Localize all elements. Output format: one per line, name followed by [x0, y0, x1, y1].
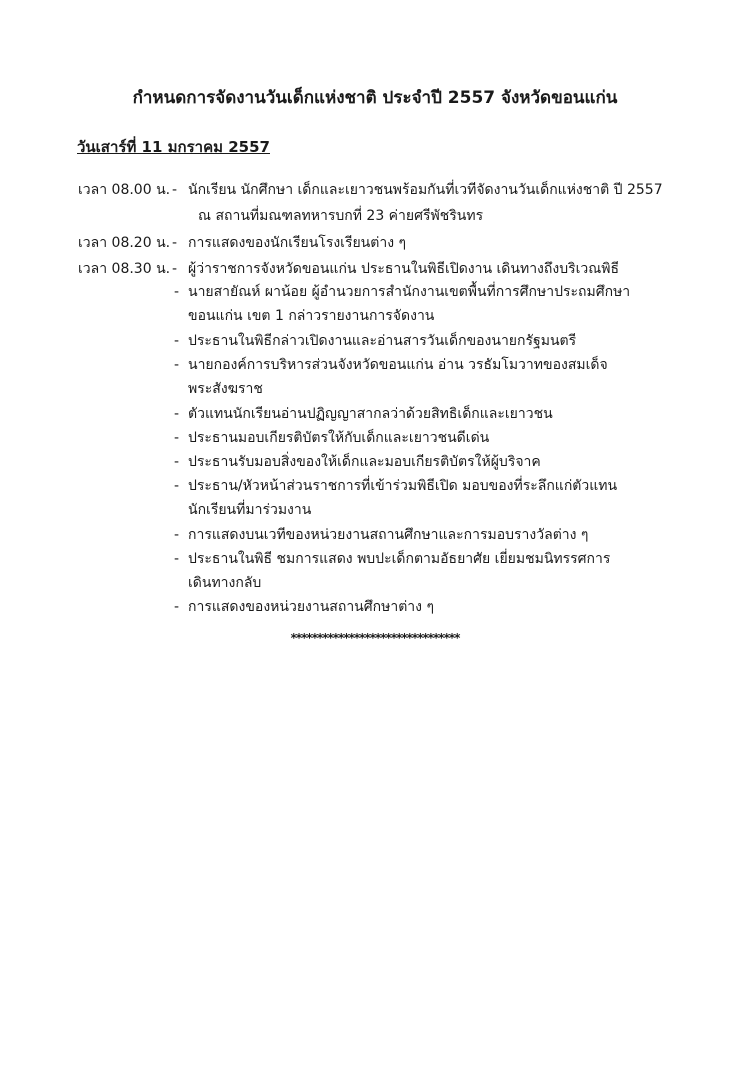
end-marker: ********************************	[290, 631, 460, 645]
schedule-item-line: ประธานมอบเกียรติบัตรให้กับเด็กและเยาวชนดีเด่น	[188, 430, 490, 446]
schedule-item-line: การแสดงของหน่วยงานสถานศึกษาต่าง ๆ	[188, 599, 434, 615]
document-title: กำหนดการจัดงานวันเด็กแห่งชาติ ประจำปี 2557 จังหวัดขอนแก่น	[132, 88, 618, 108]
dash-marker: -	[174, 284, 180, 300]
schedule-item-line: นายสายัณห์ ผาน้อย ผู้อำนวยการสำนักงานเขตพื้นที่การศึกษาประถมศึกษา	[188, 284, 631, 300]
time-label-0830: เวลา 08.30 น.	[78, 261, 171, 277]
dash-marker: -	[174, 357, 180, 373]
schedule-item-line: ประธานในพิธีกล่าวเปิดงานและอ่านสารวันเด็กของนายกรัฐมนตรี	[188, 333, 577, 349]
dash-marker: -	[174, 551, 180, 567]
time-label-0800: เวลา 08.00 น.	[78, 182, 171, 198]
dash-marker: -	[174, 478, 180, 494]
schedule-item-line: ผู้ว่าราชการจังหวัดขอนแก่น ประธานในพิธีเปิดงาน เดินทางถึงบริเวณพิธี	[188, 261, 620, 277]
schedule-item-line: นักเรียน นักศึกษา เด็กและเยาวชนพร้อมกันที่เวทีจัดงานวันเด็กแห่งชาติ ปี 2557	[188, 182, 663, 198]
schedule-item-line: ณ สถานที่มณฑลทหารบกที่ 23 ค่ายศรีพัชรินทร	[198, 208, 484, 224]
schedule-item-line: การแสดงบนเวทีของหน่วยงานสถานศึกษาและการมอบรางวัลต่าง ๆ	[188, 527, 589, 543]
dash-marker: -	[174, 406, 180, 422]
schedule-item-line: นักเรียนที่มาร่วมงาน	[188, 502, 312, 518]
date-heading: วันเสาร์ที่ 11 มกราคม 2557	[77, 138, 270, 156]
dash-marker: -	[172, 235, 178, 251]
dash-marker: -	[172, 261, 178, 277]
dash-marker: -	[174, 599, 180, 615]
time-label-0820: เวลา 08.20 น.	[78, 235, 171, 251]
dash-marker: -	[174, 454, 180, 470]
schedule-item-line: เดินทางกลับ	[188, 575, 262, 591]
schedule-item-line: ขอนแก่น เขต 1 กล่าวรายงานการจัดงาน	[188, 308, 435, 324]
dash-marker: -	[174, 527, 180, 543]
dash-marker: -	[174, 430, 180, 446]
schedule-item-line: การแสดงของนักเรียนโรงเรียนต่าง ๆ	[188, 235, 407, 251]
schedule-item-line: พระสังฆราช	[188, 381, 263, 397]
schedule-item-line: ประธานรับมอบสิ่งของให้เด็กและมอบเกียรติบัตรให้ผู้บริจาค	[188, 454, 541, 470]
schedule-item-line: ประธาน/หัวหน้าส่วนราชการที่เข้าร่วมพิธีเปิด มอบของที่ระลึกแก่ตัวแทน	[188, 478, 618, 494]
schedule-item-line: ประธานในพิธี ชมการแสดง พบปะเด็กตามอัธยาศัย เยี่ยมชมนิทรรศการ	[188, 551, 611, 567]
dash-marker: -	[172, 182, 178, 198]
schedule-item-line: นายกองค์การบริหารส่วนจังหวัดขอนแก่น อ่าน วรธัมโมวาทของสมเด็จ	[188, 357, 608, 373]
dash-marker: -	[174, 333, 180, 349]
schedule-item-line: ตัวแทนนักเรียนอ่านปฏิญญาสากลว่าด้วยสิทธิเด็กและเยาวชน	[188, 406, 553, 422]
